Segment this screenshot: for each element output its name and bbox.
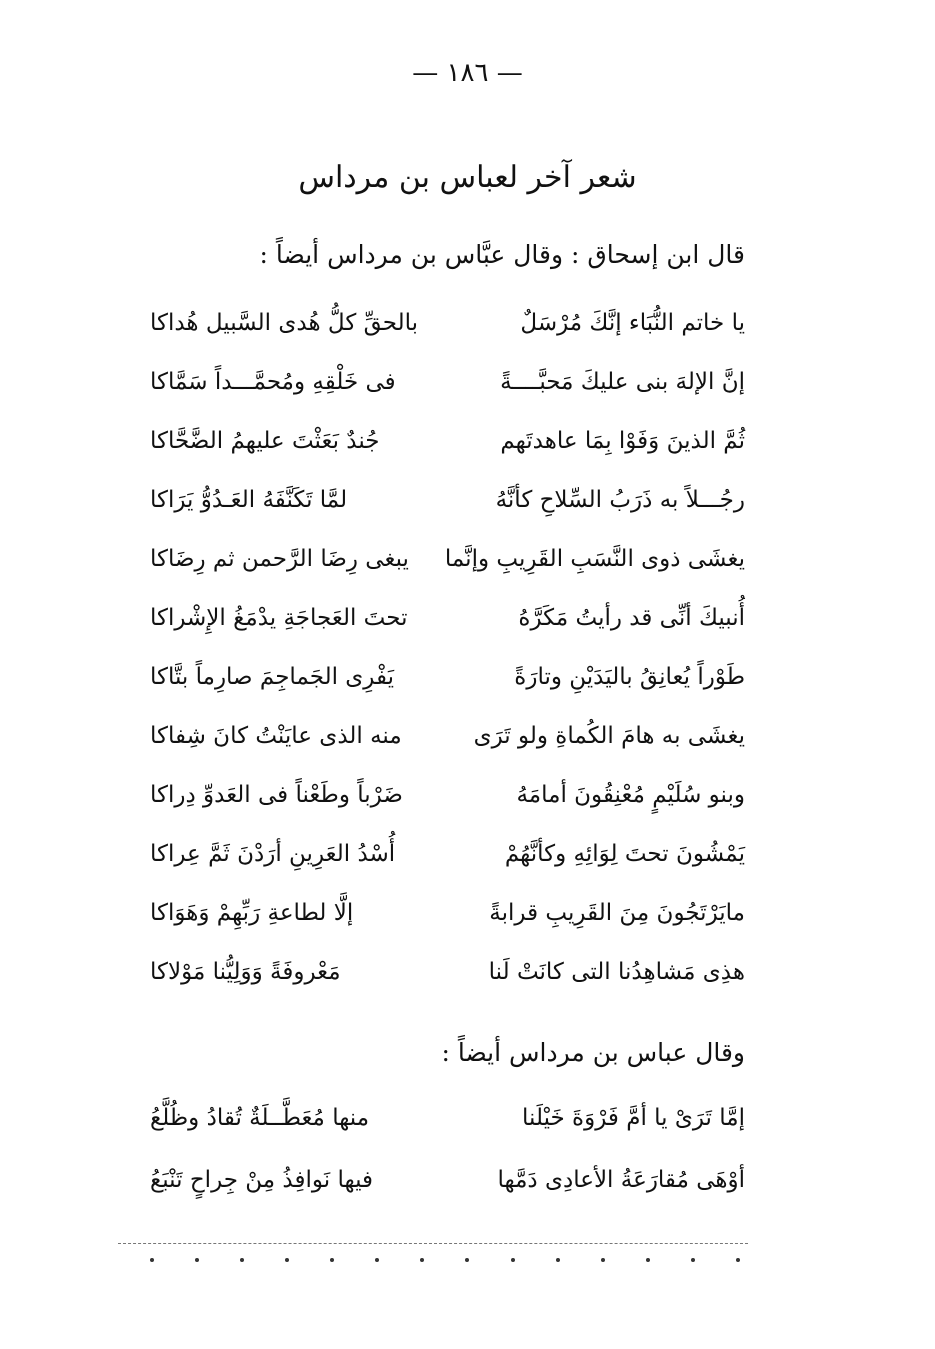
second-hemistich: أُسْدُ العَرِينِ أرَدْنَ ثَمَّ عِراكا bbox=[150, 841, 396, 867]
first-hemistich: يا خاتم النُّبَاء إنَّكَ مُرْسَلٌ bbox=[520, 310, 745, 336]
first-hemistich: إمَّا تَرَىْ يا أمَّ فَرْوَةَ خَيْلَنا bbox=[522, 1105, 745, 1131]
second-hemistich: مَعْروفَةً وَوَلِيُّنا مَوْلاكا bbox=[150, 959, 341, 985]
verse-line bbox=[150, 487, 745, 546]
second-hemistich: ضَرْباً وطَعْناً فى العَدوِّ دِراكا bbox=[150, 782, 403, 808]
verse-line bbox=[150, 782, 745, 841]
first-hemistich: طَوْراً يُعانِقُ باليَدَيْنِ وتارَةً bbox=[514, 664, 745, 690]
first-hemistich: رجُـــلاً به ذَرَبُ السِّلاحِ كأنَّهُ bbox=[495, 487, 745, 513]
dot bbox=[375, 1258, 379, 1262]
dot bbox=[195, 1258, 199, 1262]
verse-line bbox=[150, 664, 745, 723]
dot bbox=[736, 1258, 740, 1262]
dot bbox=[240, 1258, 244, 1262]
dot bbox=[330, 1258, 334, 1262]
second-hemistich: تحتَ العَجاجَةِ يدْمَغُ الإِشْراكا bbox=[150, 605, 408, 631]
second-hemistich: فى خَلْقِهِ ومُحمَّـــداً سَمَّاكا bbox=[150, 369, 396, 395]
second-hemistich: منه الذى عايَنْتُ كانَ شِفاكا bbox=[150, 723, 402, 749]
dot bbox=[691, 1258, 695, 1262]
verse-line bbox=[150, 723, 745, 782]
verse-line bbox=[150, 841, 745, 900]
poem-1 bbox=[150, 310, 745, 1018]
verse-line bbox=[150, 1105, 745, 1167]
first-hemistich: هذِى مَشاهِدُنا التى كانَتْ لَنا bbox=[488, 959, 745, 985]
intro-line-2: وقال عباس بن مرداس أيضاً : bbox=[441, 1038, 745, 1067]
verse-line bbox=[150, 369, 745, 428]
dot bbox=[556, 1258, 560, 1262]
first-hemistich: وبنو سُلَيْمٍ مُعْنِقُونَ أمامَهُ bbox=[516, 782, 745, 808]
second-hemistich: جُندٌ بَعَثْتَ عليهمُ الضَّحَّاكا bbox=[150, 428, 380, 454]
second-hemistich: فيها نَوافِذُ مِنْ جِراحٍ تَنْبَعُ bbox=[150, 1167, 374, 1193]
section-title: شعر آخر لعباس بن مرداس bbox=[298, 160, 637, 195]
second-hemistich: يبغى رِضَا الرَّحمن ثم رِضَاكا bbox=[150, 546, 409, 572]
dot bbox=[646, 1258, 650, 1262]
verse-line bbox=[150, 959, 745, 1018]
dot bbox=[601, 1258, 605, 1262]
dot bbox=[511, 1258, 515, 1262]
verse-line bbox=[150, 546, 745, 605]
first-hemistich: ثُمَّ الذينَ وَفَوْا بِمَا عاهدتَهم bbox=[500, 428, 745, 454]
ellipsis-dots bbox=[150, 1258, 740, 1262]
second-hemistich: يَفْرِى الجَماجِمَ صارِماً بتَّاكا bbox=[150, 664, 395, 690]
second-hemistich: منها مُعَطَّــلَةٌ تُقادُ وظُلَّعُ bbox=[150, 1105, 370, 1131]
first-hemistich: يغشَى ذوى النَّسَبِ القَرِيبِ وإنَّما bbox=[444, 546, 745, 572]
verse-line bbox=[150, 605, 745, 664]
page-number: — ١٨٦ — bbox=[412, 58, 523, 88]
dot bbox=[465, 1258, 469, 1262]
verse-line bbox=[150, 1167, 745, 1229]
first-hemistich: يغشَى به هامَ الكُماةِ ولو تَرَى bbox=[473, 723, 745, 749]
first-hemistich: يَمْشُونَ تحتَ لِوَائِهِ وكأنَّهُمْ bbox=[504, 841, 745, 867]
second-hemistich: بالحقِّ كلُّ هُدى السَّبيل هُداكا bbox=[150, 310, 419, 336]
intro-line-1: قال ابن إسحاق : وقال عبَّاس بن مرداس أيضاً : bbox=[259, 240, 745, 269]
verse-line bbox=[150, 428, 745, 487]
first-hemistich: أُنبيكَ أنِّى قد رأيتُ مَكَرَّهُ bbox=[518, 605, 745, 631]
verse-line bbox=[150, 310, 745, 369]
poem-2 bbox=[150, 1105, 745, 1229]
first-hemistich: أوْهَى مُقارَعَةُ الأعادِى دَمَّها bbox=[497, 1167, 745, 1193]
dot bbox=[285, 1258, 289, 1262]
second-hemistich: لمَّا تَكَنَّفَهُ العَـدُوُّ يَرَاكا bbox=[150, 487, 348, 513]
dot bbox=[150, 1258, 154, 1262]
page-divider-rule bbox=[118, 1243, 748, 1244]
second-hemistich: إلَّا لطاعةِ رَبِّهِمْ وَهَوَاكا bbox=[150, 900, 354, 926]
dot bbox=[420, 1258, 424, 1262]
first-hemistich: مايَرْتَجُونَ مِنَ القَرِيبِ قرابةً bbox=[489, 900, 745, 926]
verse-line bbox=[150, 900, 745, 959]
first-hemistich: إنَّ الإلهَ بنى عليكَ مَحبَّــــةً bbox=[500, 369, 745, 395]
